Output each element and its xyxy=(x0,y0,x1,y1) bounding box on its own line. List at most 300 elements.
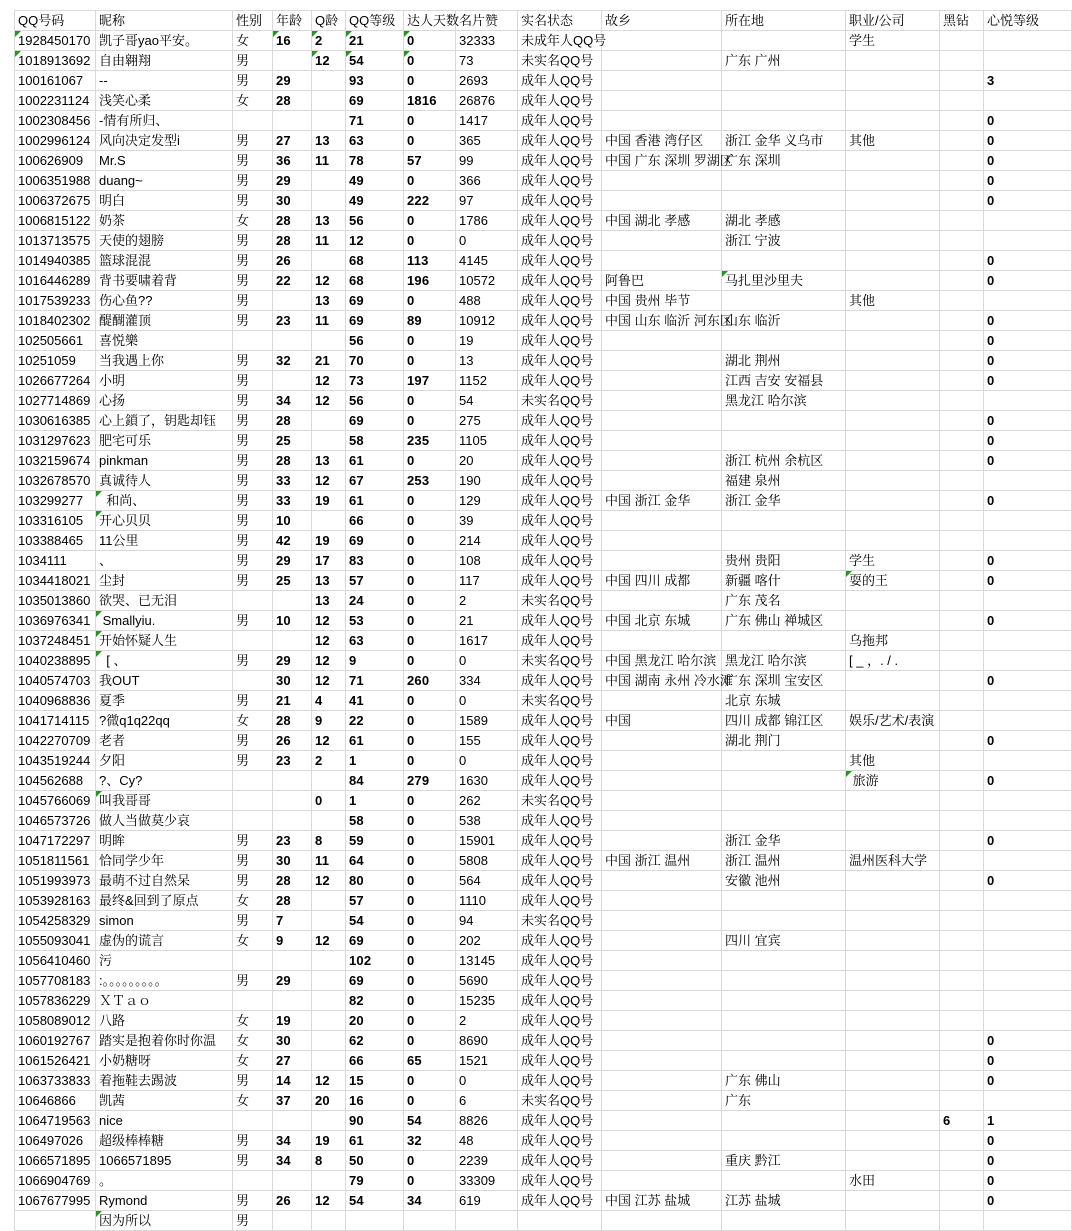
cell-xinyue[interactable] xyxy=(984,291,1072,311)
cell-xinyue[interactable] xyxy=(984,591,1072,611)
cell-job[interactable]: 学生 xyxy=(846,31,940,51)
cell-hometown[interactable] xyxy=(602,531,722,551)
cell-location[interactable]: 浙江 宁波 xyxy=(722,231,846,251)
cell-diamond[interactable] xyxy=(940,771,984,791)
cell-diamond[interactable] xyxy=(940,1091,984,1111)
cell-location[interactable] xyxy=(722,951,846,971)
cell-status[interactable]: 成年人QQ号 xyxy=(518,191,602,211)
cell-gender[interactable]: 男 xyxy=(233,191,273,211)
cell-qq[interactable]: 1057708183 xyxy=(15,971,96,991)
cell-gender[interactable]: 男 xyxy=(233,311,273,331)
cell-qage[interactable] xyxy=(312,91,346,111)
cell-hometown[interactable]: 中国 湖北 孝感 xyxy=(602,211,722,231)
cell-days[interactable]: 0 xyxy=(404,131,456,151)
cell-xinyue[interactable] xyxy=(984,1011,1072,1031)
cell-qage[interactable]: 13 xyxy=(312,571,346,591)
cell-age[interactable]: 27 xyxy=(273,1051,312,1071)
cell-nick[interactable]: 最终&回到了原点 xyxy=(96,891,233,911)
cell-gender[interactable]: 男 xyxy=(233,471,273,491)
cell-qage[interactable]: 4 xyxy=(312,691,346,711)
cell-nick[interactable]: 开心贝贝 xyxy=(96,511,233,531)
cell-status[interactable]: 成年人QQ号 xyxy=(518,851,602,871)
cell-likes[interactable]: 214 xyxy=(456,531,518,551)
cell-level[interactable]: 53 xyxy=(346,611,404,631)
cell-gender[interactable]: 男 xyxy=(233,731,273,751)
cell-status[interactable]: 成年人QQ号 xyxy=(518,511,602,531)
cell-diamond[interactable] xyxy=(940,1211,984,1231)
cell-gender[interactable]: 男 xyxy=(233,271,273,291)
cell-nick[interactable]: 尘封 xyxy=(96,571,233,591)
cell-job[interactable] xyxy=(846,271,940,291)
cell-job[interactable]: 其他 xyxy=(846,751,940,771)
cell-status[interactable]: 未实名QQ号 xyxy=(518,1091,602,1111)
cell-age[interactable] xyxy=(273,371,312,391)
cell-diamond[interactable] xyxy=(940,871,984,891)
cell-qage[interactable] xyxy=(312,1031,346,1051)
cell-gender[interactable]: 男 xyxy=(233,431,273,451)
cell-days[interactable]: 0 xyxy=(404,851,456,871)
column-header-location[interactable]: 所在地 xyxy=(722,11,846,31)
cell-gender[interactable]: 男 xyxy=(233,1071,273,1091)
cell-status[interactable]: 成年人QQ号 xyxy=(518,971,602,991)
cell-qage[interactable]: 12 xyxy=(312,51,346,71)
cell-hometown[interactable] xyxy=(602,1091,722,1111)
cell-likes[interactable]: 155 xyxy=(456,731,518,751)
cell-likes[interactable]: 54 xyxy=(456,391,518,411)
cell-qage[interactable] xyxy=(312,251,346,271)
cell-location[interactable]: 广东 深圳 宝安区 xyxy=(722,671,846,691)
cell-gender[interactable]: 男 xyxy=(233,251,273,271)
cell-gender[interactable]: 男 xyxy=(233,451,273,471)
cell-days[interactable]: 0 xyxy=(404,391,456,411)
cell-nick[interactable]: duang~ xyxy=(96,171,233,191)
cell-xinyue[interactable]: 0 xyxy=(984,191,1072,211)
cell-gender[interactable]: 女 xyxy=(233,891,273,911)
cell-nick[interactable]: 背书要啸着背 xyxy=(96,271,233,291)
cell-days[interactable]: 1816 xyxy=(404,91,456,111)
cell-job[interactable]: 其他 xyxy=(846,291,940,311)
column-header-xinyue[interactable]: 心悦等级 xyxy=(984,11,1072,31)
cell-status[interactable]: 成年人QQ号 xyxy=(518,331,602,351)
cell-days[interactable]: 235 xyxy=(404,431,456,451)
cell-hometown[interactable] xyxy=(602,1071,722,1091)
cell-status[interactable]: 成年人QQ号 xyxy=(518,991,602,1011)
cell-nick[interactable]: 八路 xyxy=(96,1011,233,1031)
cell-hometown[interactable] xyxy=(602,991,722,1011)
cell-status[interactable]: 成年人QQ号 xyxy=(518,151,602,171)
cell-qq[interactable]: 1017539233 xyxy=(15,291,96,311)
cell-likes[interactable]: 94 xyxy=(456,911,518,931)
cell-qq[interactable]: 1013713575 xyxy=(15,231,96,251)
cell-diamond[interactable] xyxy=(940,531,984,551)
cell-likes[interactable]: 1589 xyxy=(456,711,518,731)
cell-age[interactable]: 30 xyxy=(273,191,312,211)
cell-diamond[interactable] xyxy=(940,751,984,771)
cell-age[interactable] xyxy=(273,111,312,131)
cell-status[interactable]: 成年人QQ号 xyxy=(518,491,602,511)
cell-qq[interactable]: 1032678570 xyxy=(15,471,96,491)
cell-qq[interactable]: 1006815122 xyxy=(15,211,96,231)
cell-nick[interactable]: 老者 xyxy=(96,731,233,751)
cell-days[interactable]: 0 xyxy=(404,751,456,771)
cell-diamond[interactable] xyxy=(940,471,984,491)
cell-gender[interactable]: 女 xyxy=(233,1011,273,1031)
cell-status[interactable]: 未实名QQ号 xyxy=(518,691,602,711)
cell-diamond[interactable] xyxy=(940,231,984,251)
cell-likes[interactable]: 488 xyxy=(456,291,518,311)
cell-qq[interactable]: 1034418021 xyxy=(15,571,96,591)
cell-gender[interactable]: 男 xyxy=(233,71,273,91)
cell-xinyue[interactable]: 1 xyxy=(984,1111,1072,1131)
cell-qq[interactable]: 10251059 xyxy=(15,351,96,371)
cell-nick[interactable]: -- xyxy=(96,71,233,91)
cell-likes[interactable]: 20 xyxy=(456,451,518,471)
cell-likes[interactable]: 1152 xyxy=(456,371,518,391)
cell-gender[interactable]: 女 xyxy=(233,711,273,731)
cell-hometown[interactable] xyxy=(602,391,722,411)
cell-nick[interactable]: 恰同学少年 xyxy=(96,851,233,871)
cell-location[interactable] xyxy=(722,1211,846,1231)
cell-likes[interactable]: 99 xyxy=(456,151,518,171)
cell-qage[interactable]: 11 xyxy=(312,231,346,251)
cell-age[interactable] xyxy=(273,1211,312,1231)
cell-nick[interactable]: pinkman xyxy=(96,451,233,471)
cell-job[interactable] xyxy=(846,511,940,531)
cell-xinyue[interactable]: 0 xyxy=(984,571,1072,591)
cell-hometown[interactable]: 中国 黑龙江 哈尔滨 xyxy=(602,651,722,671)
cell-nick[interactable]: 明白 xyxy=(96,191,233,211)
cell-qage[interactable]: 12 xyxy=(312,371,346,391)
cell-diamond[interactable] xyxy=(940,491,984,511)
cell-likes[interactable]: 73 xyxy=(456,51,518,71)
cell-age[interactable] xyxy=(273,991,312,1011)
cell-location[interactable]: 湖北 荆州 xyxy=(722,351,846,371)
cell-xinyue[interactable] xyxy=(984,91,1072,111)
cell-qage[interactable] xyxy=(312,1171,346,1191)
cell-qage[interactable]: 13 xyxy=(312,131,346,151)
cell-qq[interactable]: 102505661 xyxy=(15,331,96,351)
cell-job[interactable]: 耍的王 xyxy=(846,571,940,591)
cell-status[interactable]: 成年人QQ号 xyxy=(518,431,602,451)
cell-xinyue[interactable]: 0 xyxy=(984,1051,1072,1071)
cell-likes[interactable]: 0 xyxy=(456,751,518,771)
cell-days[interactable]: 0 xyxy=(404,791,456,811)
cell-level[interactable]: 58 xyxy=(346,811,404,831)
cell-likes[interactable]: 33309 xyxy=(456,1171,518,1191)
cell-qage[interactable] xyxy=(312,1111,346,1131)
cell-qage[interactable]: 12 xyxy=(312,731,346,751)
cell-location[interactable]: 广东 佛山 禅城区 xyxy=(722,611,846,631)
cell-level[interactable]: 61 xyxy=(346,451,404,471)
cell-qage[interactable] xyxy=(312,811,346,831)
column-header-qage[interactable]: Q龄 xyxy=(312,11,346,31)
cell-xinyue[interactable] xyxy=(984,891,1072,911)
cell-likes[interactable]: 8690 xyxy=(456,1031,518,1051)
cell-days[interactable]: 0 xyxy=(404,491,456,511)
cell-gender[interactable]: 男 xyxy=(233,1151,273,1171)
cell-qq[interactable]: 1026677264 xyxy=(15,371,96,391)
cell-days[interactable]: 0 xyxy=(404,1071,456,1091)
cell-location[interactable] xyxy=(722,1131,846,1151)
cell-qage[interactable]: 12 xyxy=(312,931,346,951)
cell-level[interactable]: 1 xyxy=(346,751,404,771)
cell-days[interactable]: 0 xyxy=(404,231,456,251)
cell-gender[interactable]: 男 xyxy=(233,1211,273,1231)
cell-location[interactable] xyxy=(722,1011,846,1031)
cell-diamond[interactable] xyxy=(940,911,984,931)
cell-likes[interactable]: 1105 xyxy=(456,431,518,451)
cell-nick[interactable]: ＸＴａｏ xyxy=(96,991,233,1011)
cell-likes[interactable]: 0 xyxy=(456,651,518,671)
cell-xinyue[interactable] xyxy=(984,691,1072,711)
cell-qage[interactable]: 12 xyxy=(312,471,346,491)
cell-nick[interactable]: 11公里 xyxy=(96,531,233,551)
cell-qage[interactable] xyxy=(312,1211,346,1231)
cell-age[interactable]: 27 xyxy=(273,131,312,151)
cell-nick[interactable]: 凯茜 xyxy=(96,1091,233,1111)
cell-age[interactable] xyxy=(273,291,312,311)
cell-diamond[interactable] xyxy=(940,1151,984,1171)
cell-likes[interactable]: 334 xyxy=(456,671,518,691)
cell-hometown[interactable]: 中国 四川 成都 xyxy=(602,571,722,591)
cell-xinyue[interactable] xyxy=(984,31,1072,51)
cell-nick[interactable]: 风向决定发型i xyxy=(96,131,233,151)
cell-job[interactable] xyxy=(846,831,940,851)
cell-level[interactable]: 15 xyxy=(346,1071,404,1091)
cell-level[interactable]: 61 xyxy=(346,491,404,511)
cell-status[interactable]: 未实名QQ号 xyxy=(518,791,602,811)
cell-status[interactable]: 未实名QQ号 xyxy=(518,51,602,71)
cell-xinyue[interactable]: 0 xyxy=(984,1071,1072,1091)
cell-likes[interactable]: 117 xyxy=(456,571,518,591)
cell-status[interactable]: 成年人QQ号 xyxy=(518,811,602,831)
cell-status[interactable]: 成年人QQ号 xyxy=(518,1011,602,1031)
cell-xinyue[interactable] xyxy=(984,911,1072,931)
cell-nick[interactable]: nice xyxy=(96,1111,233,1131)
cell-days[interactable]: 32 xyxy=(404,1131,456,1151)
cell-days[interactable]: 0 xyxy=(404,911,456,931)
cell-days[interactable]: 196 xyxy=(404,271,456,291)
cell-qq[interactable]: 1042270709 xyxy=(15,731,96,751)
cell-location[interactable] xyxy=(722,511,846,531)
cell-qage[interactable] xyxy=(312,191,346,211)
cell-age[interactable]: 29 xyxy=(273,551,312,571)
cell-location[interactable] xyxy=(722,431,846,451)
cell-qq[interactable]: 1051811561 xyxy=(15,851,96,871)
cell-gender[interactable]: 男 xyxy=(233,511,273,531)
cell-qq[interactable]: 1016446289 xyxy=(15,271,96,291)
cell-age[interactable]: 34 xyxy=(273,1151,312,1171)
cell-days[interactable]: 0 xyxy=(404,991,456,1011)
cell-likes[interactable]: 48 xyxy=(456,1131,518,1151)
cell-qage[interactable]: 17 xyxy=(312,551,346,571)
cell-diamond[interactable] xyxy=(940,1031,984,1051)
cell-hometown[interactable] xyxy=(602,911,722,931)
cell-hometown[interactable]: 中国 广东 深圳 罗湖区 xyxy=(602,151,722,171)
cell-status[interactable]: 成年人QQ号 xyxy=(518,1171,602,1191)
cell-status[interactable]: 成年人QQ号 xyxy=(518,831,602,851)
cell-qq[interactable]: 103388465 xyxy=(15,531,96,551)
cell-hometown[interactable]: 中国 浙江 温州 xyxy=(602,851,722,871)
cell-likes[interactable]: 366 xyxy=(456,171,518,191)
cell-days[interactable]: 0 xyxy=(404,1151,456,1171)
cell-location[interactable] xyxy=(722,71,846,91)
cell-level[interactable]: 90 xyxy=(346,1111,404,1131)
column-header-level[interactable]: QQ等级 xyxy=(346,11,404,31)
cell-nick[interactable]: 小明 xyxy=(96,371,233,391)
cell-gender[interactable]: 男 xyxy=(233,551,273,571)
cell-xinyue[interactable]: 0 xyxy=(984,431,1072,451)
cell-likes[interactable]: 0 xyxy=(456,231,518,251)
cell-age[interactable]: 25 xyxy=(273,431,312,451)
cell-diamond[interactable] xyxy=(940,311,984,331)
cell-nick[interactable]: 着拖鞋去踢波 xyxy=(96,1071,233,1091)
cell-age[interactable] xyxy=(273,331,312,351)
cell-nick[interactable]: 踏实是抱着你时你温 xyxy=(96,1031,233,1051)
cell-hometown[interactable] xyxy=(602,451,722,471)
cell-xinyue[interactable] xyxy=(984,791,1072,811)
cell-qq[interactable] xyxy=(15,1211,96,1231)
cell-gender[interactable]: 男 xyxy=(233,611,273,631)
cell-job[interactable] xyxy=(846,91,940,111)
cell-age[interactable] xyxy=(273,811,312,831)
cell-gender[interactable]: 男 xyxy=(233,691,273,711)
cell-level[interactable]: 66 xyxy=(346,511,404,531)
cell-xinyue[interactable] xyxy=(984,811,1072,831)
cell-status[interactable]: 成年人QQ号 xyxy=(518,771,602,791)
cell-diamond[interactable] xyxy=(940,351,984,371)
cell-likes[interactable]: 0 xyxy=(456,691,518,711)
cell-level[interactable]: 54 xyxy=(346,911,404,931)
cell-age[interactable]: 28 xyxy=(273,91,312,111)
cell-xinyue[interactable]: 0 xyxy=(984,171,1072,191)
cell-likes[interactable]: 2 xyxy=(456,1011,518,1031)
cell-nick[interactable]: 凯子哥yao平安。 xyxy=(96,31,233,51)
cell-location[interactable]: 江苏 盐城 xyxy=(722,1191,846,1211)
cell-status[interactable]: 成年人QQ号 xyxy=(518,271,602,291)
cell-job[interactable] xyxy=(846,1151,940,1171)
cell-qq[interactable]: 1051993973 xyxy=(15,871,96,891)
cell-days[interactable]: 54 xyxy=(404,1111,456,1131)
cell-diamond[interactable] xyxy=(940,191,984,211)
cell-qq[interactable]: 1045766069 xyxy=(15,791,96,811)
cell-likes[interactable]: 10912 xyxy=(456,311,518,331)
cell-days[interactable]: 0 xyxy=(404,511,456,531)
cell-nick[interactable]: 浅笑心柔 xyxy=(96,91,233,111)
cell-status[interactable]: 成年人QQ号 xyxy=(518,371,602,391)
cell-likes[interactable]: 262 xyxy=(456,791,518,811)
cell-job[interactable] xyxy=(846,1031,940,1051)
cell-job[interactable] xyxy=(846,731,940,751)
cell-diamond[interactable] xyxy=(940,891,984,911)
cell-age[interactable]: 34 xyxy=(273,391,312,411)
cell-age[interactable]: 26 xyxy=(273,1191,312,1211)
cell-qage[interactable]: 12 xyxy=(312,651,346,671)
cell-xinyue[interactable] xyxy=(984,631,1072,651)
cell-nick[interactable]: ?微q1q22qq xyxy=(96,711,233,731)
cell-age[interactable]: 29 xyxy=(273,971,312,991)
cell-level[interactable]: 66 xyxy=(346,1051,404,1071)
cell-age[interactable]: 28 xyxy=(273,451,312,471)
cell-nick[interactable]: 天使的翅膀 xyxy=(96,231,233,251)
cell-location[interactable] xyxy=(722,171,846,191)
cell-nick[interactable]: 篮球混混 xyxy=(96,251,233,271)
cell-level[interactable] xyxy=(346,1211,404,1231)
cell-job[interactable] xyxy=(846,351,940,371)
cell-nick[interactable]: 因为所以 xyxy=(96,1211,233,1231)
cell-age[interactable]: 19 xyxy=(273,1011,312,1031)
cell-job[interactable] xyxy=(846,431,940,451)
cell-level[interactable]: 69 xyxy=(346,291,404,311)
cell-hometown[interactable] xyxy=(602,771,722,791)
cell-days[interactable]: 0 xyxy=(404,1011,456,1031)
cell-nick[interactable]: 奶茶 xyxy=(96,211,233,231)
cell-nick[interactable]: 污 xyxy=(96,951,233,971)
cell-location[interactable]: 马扎里沙里夫 xyxy=(722,271,846,291)
cell-days[interactable]: 0 xyxy=(404,951,456,971)
cell-hometown[interactable]: 中国 xyxy=(602,711,722,731)
cell-gender[interactable]: 男 xyxy=(233,131,273,151)
cell-level[interactable]: 83 xyxy=(346,551,404,571)
cell-location[interactable]: 新疆 喀什 xyxy=(722,571,846,591)
cell-age[interactable] xyxy=(273,791,312,811)
cell-xinyue[interactable]: 0 xyxy=(984,1031,1072,1051)
cell-nick[interactable]: [ 、 xyxy=(96,651,233,671)
cell-status[interactable]: 成年人QQ号 xyxy=(518,291,602,311)
cell-hometown[interactable]: 中国 江苏 盐城 xyxy=(602,1191,722,1211)
cell-hometown[interactable] xyxy=(602,91,722,111)
cell-xinyue[interactable]: 0 xyxy=(984,871,1072,891)
cell-nick[interactable]: Mr.S xyxy=(96,151,233,171)
cell-qage[interactable]: 12 xyxy=(312,611,346,631)
cell-days[interactable]: 0 xyxy=(404,631,456,651)
cell-job[interactable] xyxy=(846,111,940,131)
cell-diamond[interactable] xyxy=(940,31,984,51)
cell-gender[interactable] xyxy=(233,951,273,971)
cell-xinyue[interactable]: 0 xyxy=(984,611,1072,631)
cell-location[interactable]: 广东 深圳 xyxy=(722,151,846,171)
cell-qq[interactable]: 1031297623 xyxy=(15,431,96,451)
cell-job[interactable] xyxy=(846,71,940,91)
cell-nick[interactable]: 明眸 xyxy=(96,831,233,851)
cell-qage[interactable]: 12 xyxy=(312,671,346,691)
cell-location[interactable]: 北京 东城 xyxy=(722,691,846,711)
cell-status[interactable]: 成年人QQ号 xyxy=(518,931,602,951)
cell-hometown[interactable] xyxy=(602,1151,722,1171)
cell-location[interactable]: 重庆 黔江 xyxy=(722,1151,846,1171)
cell-diamond[interactable] xyxy=(940,51,984,71)
cell-hometown[interactable]: 阿鲁巴 xyxy=(602,271,722,291)
cell-likes[interactable]: 365 xyxy=(456,131,518,151)
cell-level[interactable]: 69 xyxy=(346,931,404,951)
cell-job[interactable] xyxy=(846,251,940,271)
cell-level[interactable]: 63 xyxy=(346,131,404,151)
cell-level[interactable]: 71 xyxy=(346,671,404,691)
cell-qq[interactable]: 1041714115 xyxy=(15,711,96,731)
cell-level[interactable]: 84 xyxy=(346,771,404,791)
cell-gender[interactable] xyxy=(233,771,273,791)
cell-diamond[interactable] xyxy=(940,991,984,1011)
cell-xinyue[interactable]: 0 xyxy=(984,451,1072,471)
cell-age[interactable]: 30 xyxy=(273,671,312,691)
cell-location[interactable]: 山东 临沂 xyxy=(722,311,846,331)
cell-status[interactable]: 成年人QQ号 xyxy=(518,1111,602,1131)
cell-diamond[interactable] xyxy=(940,391,984,411)
cell-xinyue[interactable]: 0 xyxy=(984,411,1072,431)
cell-likes[interactable]: 0 xyxy=(456,1071,518,1091)
cell-hometown[interactable]: 中国 北京 东城 xyxy=(602,611,722,631)
cell-job[interactable]: 其他 xyxy=(846,131,940,151)
